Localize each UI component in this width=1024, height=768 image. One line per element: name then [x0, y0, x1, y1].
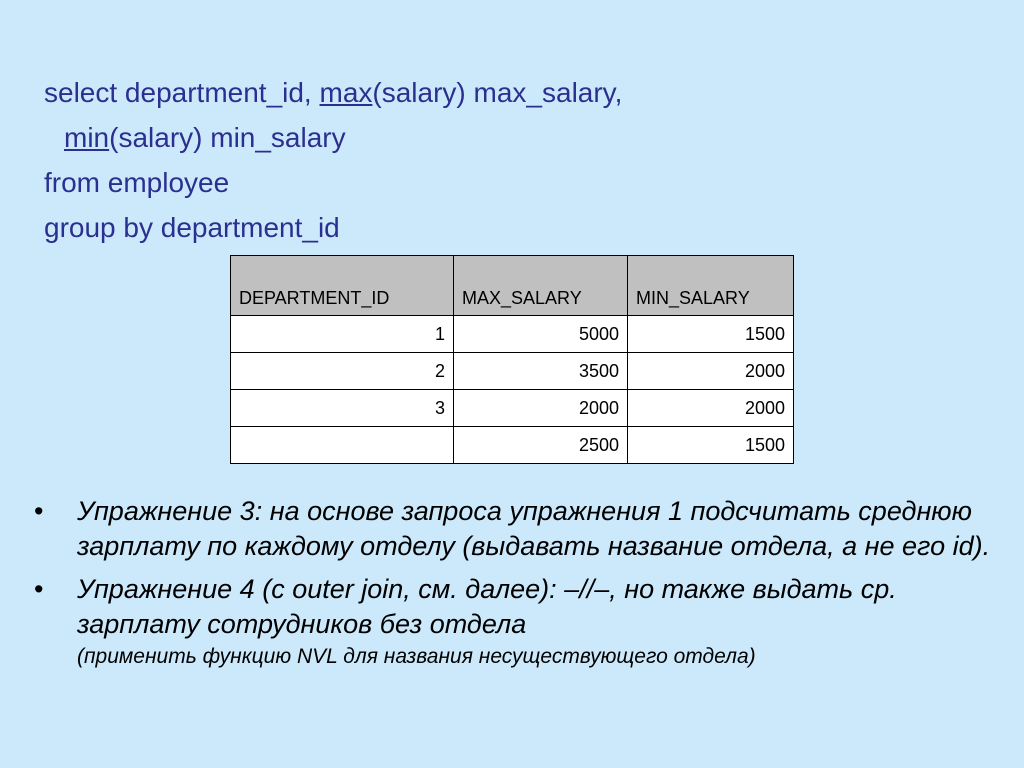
cell-department-id: 3 [231, 390, 454, 427]
cell-min-salary: 2000 [628, 390, 794, 427]
cell-department-id [231, 427, 454, 464]
result-table [230, 255, 794, 464]
sql-line-group-by: group by department_id [44, 212, 340, 243]
result-table-header [231, 256, 794, 316]
cell-min-salary: 1500 [628, 427, 794, 464]
exercise-4-item [30, 572, 1010, 672]
exercise-3-item [30, 494, 1010, 564]
header-department-id: DEPARTMENT_ID [231, 256, 454, 316]
cell-min-salary: 1500 [628, 316, 794, 353]
cell-department-id: 1 [231, 316, 454, 353]
exercise-list [30, 494, 1010, 680]
cell-department-id: 2 [231, 353, 454, 390]
cell-max-salary: 2000 [454, 390, 628, 427]
sql-max-alias: (salary) max_salary, [372, 77, 623, 108]
table-row [231, 390, 794, 427]
sql-query [44, 70, 622, 250]
cell-min-salary: 2000 [628, 353, 794, 390]
table-row [231, 353, 794, 390]
sql-min-function: min [64, 122, 110, 153]
table-row [231, 316, 794, 353]
bullet-marker: • [34, 574, 44, 604]
sql-line-from: from employee [44, 167, 230, 198]
bullet-marker: • [34, 496, 44, 526]
cell-max-salary: 2500 [454, 427, 628, 464]
header-max-salary: MAX_SALARY [454, 256, 628, 316]
exercise-3-text: Упражнение 3: на основе запроса упражнения 1 подсчитать среднюю зарплату по каждому отделу (выдавать название отдела, а не его id). [77, 496, 991, 561]
sql-line-min [44, 115, 622, 160]
exercise-4-text: Упражнение 4 (с outer join, см. далее): –//–, но также выдать ср. зарплату сотрудников без отдела [77, 574, 897, 639]
result-table-body [231, 316, 794, 464]
sql-select-text: select department_id, [44, 77, 320, 108]
exercise-4-note: (применить функцию NVL для названия несуществующего отдела) [77, 645, 756, 668]
header-min-salary: MIN_SALARY [628, 256, 794, 316]
header-row [231, 256, 794, 316]
cell-max-salary: 3500 [454, 353, 628, 390]
table-row [231, 427, 794, 464]
cell-max-salary: 5000 [454, 316, 628, 353]
sql-min-alias: (salary) min_salary [109, 122, 346, 153]
sql-max-function: max [319, 77, 373, 108]
sql-line-select [44, 70, 622, 115]
